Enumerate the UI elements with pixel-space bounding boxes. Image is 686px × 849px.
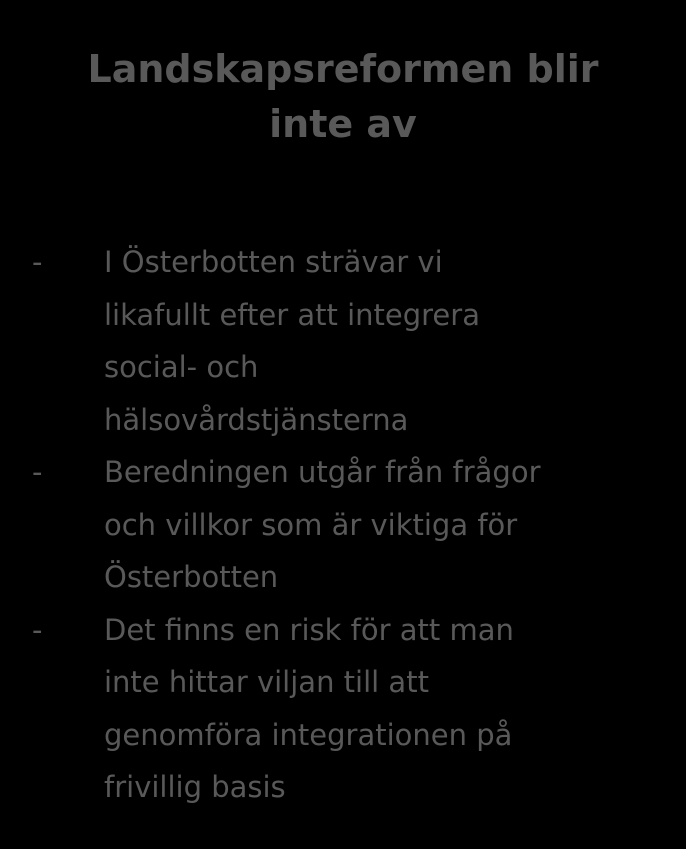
bullet-item-preparation: [32, 446, 672, 604]
slide-title-line-1: Landskapsreformen blir: [87, 47, 599, 91]
bullet-dash: -: [32, 612, 43, 647]
bullet-dash: -: [32, 245, 43, 279]
bullet-text-line: genomföra integrationen på: [104, 717, 513, 752]
bullet-text-line: Det finns en risk för att man: [104, 612, 514, 647]
bullet-text-line: I Österbotten strävar vi: [104, 245, 443, 279]
bullet-text-line: social- och: [104, 350, 259, 384]
bullet-text-line: Österbotten: [104, 560, 279, 594]
bullet-text-line: och villkor som är viktiga för: [104, 507, 518, 542]
slide-title-line-2: inte av: [269, 102, 417, 146]
bullet-item-integration: [32, 236, 672, 446]
bullet-text-line: hälsovårdstjänsterna: [104, 402, 409, 437]
bullet-item-risk: [32, 604, 672, 814]
bullet-list: [32, 236, 672, 814]
slide-title: [0, 42, 686, 152]
bullet-text-line: likafullt efter att integrera: [104, 297, 480, 332]
bullet-text-line: Beredningen utgår från frågor: [104, 455, 541, 489]
bullet-text-line: inte hittar viljan till att: [104, 665, 429, 699]
bullet-text-line: frivillig basis: [104, 770, 286, 804]
bullet-dash: -: [32, 455, 43, 489]
